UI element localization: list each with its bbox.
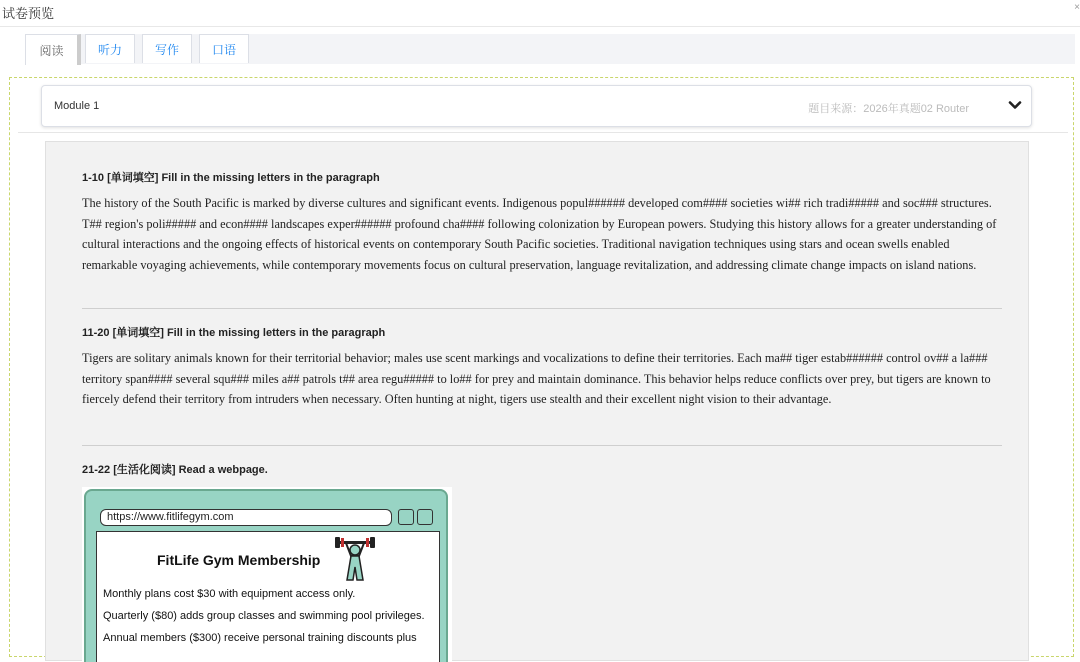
title-bar	[0, 0, 1080, 27]
webpage-line: Annual members ($300) receive personal training discounts plus	[103, 632, 417, 644]
tab-reading[interactable]: 阅读	[25, 34, 81, 65]
webpage-body	[96, 531, 440, 662]
question-passage: The history of the South Pacific is marked by diverse cultures and significant events. Indigenous popul###### developed com#### societies wi## rich tradi##### and soc### structures. T## region's poli##### and econ#### landscapes exper###### profound cha#### following colonization by European powers. Studying this history allows for a greater understanding of cultural interactions and the ongoing effects of historical events on contemporary South Pacific societies. Traditional navigation techniques using stars and ocean swells enabled remarkable voyaging achievements, while contemporary movements focus on cultural preservation, language revitalization, and addressing climate change impacts on island nations.	[82, 196, 997, 272]
close-icon[interactable]: ×	[1074, 2, 1080, 13]
question-source: 题目来源：2026年真题02 Router	[808, 103, 969, 115]
question-passage: Tigers are solitary animals known for their territorial behavior; males use scent markings and vocalizations to define their territories. Each ma## tiger estab###### control ov## a la### territory span#### several squ### miles a## patrols t## area regu##### to lo## for prey and maintain dominance. This behavior helps reduce conflicts over prey, but tigers are known to fiercely defend their territory from intruders when necessary. Often hunting at night, tigers use stealth and their excellent night vision to their advantage.	[82, 351, 991, 406]
question-heading: 21-22 [生活化阅读] Read a webpage.	[82, 464, 268, 476]
window-title: 试卷预览	[2, 6, 55, 21]
chevron-down-icon[interactable]	[1007, 97, 1023, 113]
question-heading: 11-20 [单词填空] Fill in the missing letters in the paragraph	[82, 327, 386, 339]
module-header[interactable]	[41, 85, 1032, 127]
tab-speaking[interactable]: 口语	[199, 34, 249, 63]
tab-writing[interactable]: 写作	[142, 34, 192, 63]
weightlifter-icon	[333, 536, 377, 582]
browser-button	[398, 509, 414, 525]
webpage-title: FitLife Gym Membership	[157, 552, 321, 568]
webpage-line: Monthly plans cost $30 with equipment access only.	[103, 588, 356, 600]
webpage-image	[82, 487, 452, 662]
question-divider	[82, 445, 1002, 446]
module-separator	[18, 132, 1068, 133]
module-title: Module 1	[54, 100, 100, 112]
tab-bar	[25, 34, 1075, 64]
question-heading: 1-10 [单词填空] Fill in the missing letters in the paragraph	[82, 172, 380, 184]
question-panel	[45, 141, 1029, 661]
browser-button	[417, 509, 433, 525]
url-bar: https://www.fitlifegym.com	[100, 509, 392, 526]
question-divider	[82, 308, 1002, 309]
browser-frame	[84, 489, 448, 662]
tab-listening[interactable]: 听力	[85, 34, 135, 63]
webpage-line: Quarterly ($80) adds group classes and swimming pool privileges.	[103, 610, 425, 622]
